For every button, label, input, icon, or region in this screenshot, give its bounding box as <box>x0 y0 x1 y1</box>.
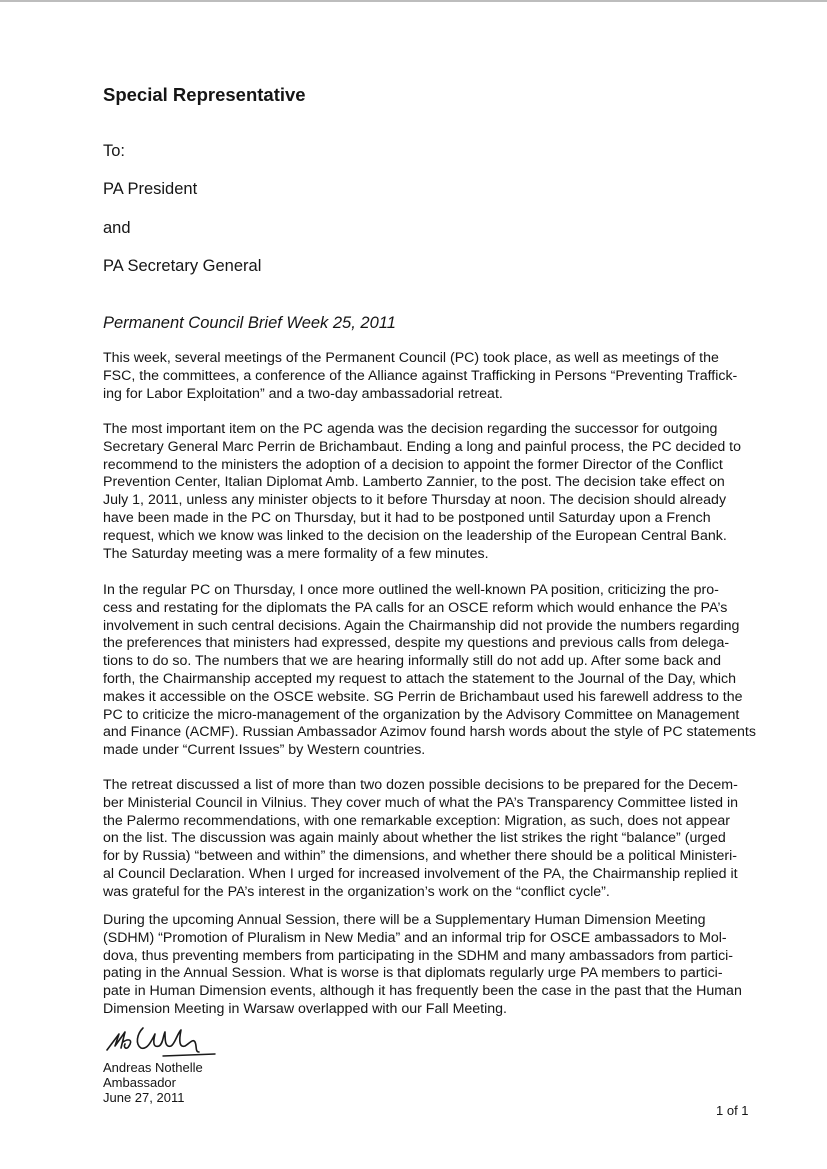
to-label: To: <box>103 142 126 160</box>
paragraph-4: The retreat discussed a list of more than two dozen possible decisions to be prepared for the Decem- ber Ministerial Council in Vilnius. They cover much of what the PA’s Transparency Committee listed in the Palermo recommendations, with one remarkable exception: Migration, as such, does not appear on the list. The discussion was again mainly about whether the list strikes the right “balance” (urged for by Russia) “between and within” the dimensions, and whether there should be a political Ministeri- al Council Declaration. When I urged for increased involvement of the PA, the Chairmanship replied it was grateful for the PA’s interest in the organization’s work on the “conflict cycle”. <box>103 777 739 900</box>
paragraph-2: The most important item on the PC agenda was the decision regarding the successor for outgoing Secretary General Marc Perrin de Brichambaut. Ending a long and painful process, the PC decided to recommend to the ministers the adoption of a decision to appoint the former Director of the Conflict Prevention Center, Italian Diplomat Amb. Lamberto Zannier, to the post. The decision take effect on July 1, 2011, unless any minister objects to it before Thursday at noon. The decision should already have been made in the PC on Thursday, but it had to be postponed until Saturday upon a French request, which we know was linked to the decision on the leadership of the European Central Bank. The Saturday meeting was a mere formality of a few minutes. <box>103 421 742 562</box>
signatory-role: Ambassador <box>103 1075 176 1090</box>
paragraph-5: During the upcoming Annual Session, there will be a Supplementary Human Dimension Meeting (SDHM) “Promotion of Pluralism in New Media” and an informal trip for OSCE ambassadors to Mol- dova, thus preventing members from participating in the SDHM and many ambassadors from partici- pating in the Annual Session. What is worse is that diplomats regularly urge PA members to partici- pate in Human Dimension events, although it has frequently been the case in the past that the Human Dimension Meeting in Warsaw overlapped with our Fall Meeting. <box>103 912 742 1017</box>
recipient-pa-secretary-general: PA Secretary General <box>103 257 262 275</box>
brief-title: Permanent Council Brief Week 25, 2011 <box>103 314 396 332</box>
and-label: and <box>103 219 131 237</box>
paragraph-1: This week, several meetings of the Permanent Council (PC) took place, as well as meetings of the FSC, the committees, a conference of the Alliance against Trafficking in Persons “Preventing Traffick- ing for Labor Exploitation” and a two-day ambassadorial retreat. <box>103 350 738 402</box>
paragraph-3: In the regular PC on Thursday, I once more outlined the well-known PA position, criticizing the pro- cess and restating for the diplomats the PA calls for an OSCE reform which would enhance the PA’s involvement in such central decisions. Again the Chairmanship did not provide the numbers regarding the preferences that ministers had expressed, despite my questions and previous calls from delega- tions to do so. The numbers that we are hearing informally still do not add up. After some back and forth, the Chairmanship accepted my request to attach the statement to the Journal of the Day, which makes it accessible on the OSCE website. SG Perrin de Brichambaut used his farewell address to the PC to criticize the micro-management of the organization by the Advisory Committee on Management and Finance (ACMF). Russian Ambassador Azimov found harsh words about the style of PC statements made under “Current Issues” by Western countries. <box>103 582 756 759</box>
document-heading: Special Representative <box>103 84 306 105</box>
top-border-line <box>0 0 827 2</box>
signature-date: June 27, 2011 <box>103 1090 185 1105</box>
handwritten-signature <box>103 1020 223 1060</box>
recipient-pa-president: PA President <box>103 180 198 198</box>
page-number: 1 of 1 <box>716 1103 749 1118</box>
signatory-name: Andreas Nothelle <box>103 1060 203 1075</box>
